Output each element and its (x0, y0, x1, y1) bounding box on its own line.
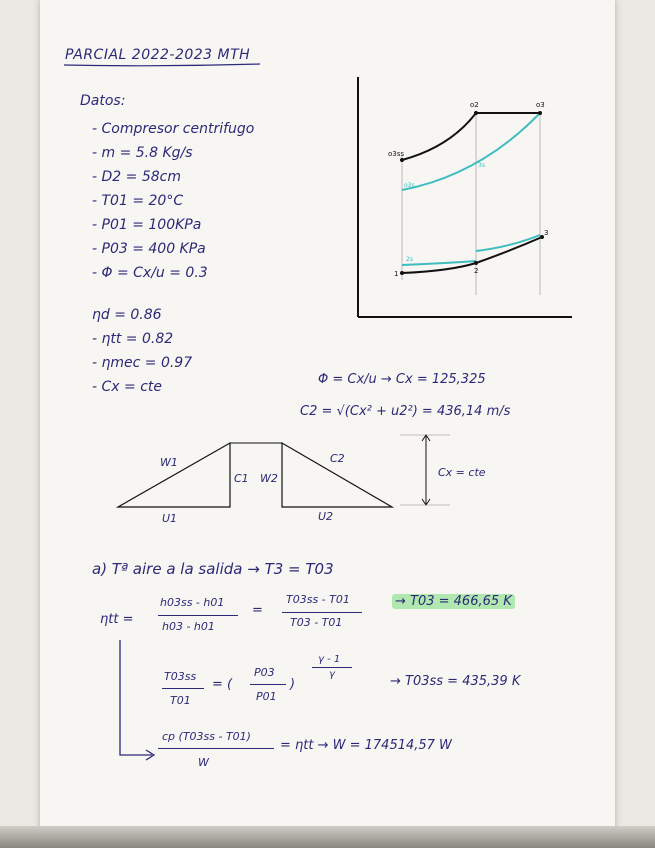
bracket-arrow (112, 640, 162, 765)
ratio-equals: = ( (212, 677, 233, 692)
s2-label: 2s (406, 256, 413, 263)
phi-formula: Φ = Cx/u → Cx = 125,325 (318, 372, 486, 387)
t03ss-result: → T03ss = 435,39 K (390, 674, 521, 689)
datos-item: - Cx = cte (92, 379, 162, 395)
p3-label: 3 (544, 229, 549, 237)
fraction-bar (158, 615, 238, 616)
hs-diagram (350, 75, 575, 325)
t03-highlight: → T03 = 466,65 K (392, 594, 515, 609)
t03-result (392, 594, 515, 609)
t-numerator: T03ss - T01 (286, 593, 350, 606)
w1-label: W1 (160, 456, 178, 469)
ratio-denominator: T01 (170, 694, 191, 707)
fraction-bar (162, 688, 204, 689)
t-denominator: T03 - T01 (290, 616, 343, 629)
desk-edge (0, 826, 655, 848)
o3-label: o3 (536, 101, 545, 109)
eta-lhs: ηtt = (100, 612, 134, 627)
eta-denominator: h03 - h01 (162, 620, 215, 633)
p2-label: 2 (474, 267, 479, 275)
datos-item: - P03 = 400 KPa (92, 241, 206, 257)
datos-item: - T01 = 20°C (92, 193, 184, 209)
p-numerator: P03 (254, 666, 275, 679)
eta-numerator: h03ss - h01 (160, 596, 225, 609)
datos-heading: Datos: (80, 93, 126, 109)
p1-label: 1 (394, 270, 399, 278)
part-a-heading: a) Tª aire a la salida → T3 = T03 (92, 560, 334, 578)
datos-item: - Compresor centrifugo (92, 121, 255, 137)
fraction-bar (282, 612, 362, 613)
w-numerator: cp (T03ss - T01) (162, 730, 251, 743)
o3ss-label: o3ss (388, 150, 405, 158)
w2-label: W2 (260, 472, 278, 485)
w-result: = ηtt → W = 174514,57 W (280, 738, 452, 753)
cx-label: Cx = cte (438, 466, 486, 479)
datos-item: - ηtt = 0.82 (92, 331, 174, 347)
s3-label: 3s (478, 162, 485, 169)
ratio-close: ) (290, 677, 296, 692)
o3s-label: o3s (404, 182, 415, 189)
datos-item: - ηmec = 0.97 (92, 355, 193, 371)
datos-item: - Φ = Cx/u = 0.3 (92, 265, 208, 281)
datos-item: - m = 5.8 Kg/s (92, 145, 193, 161)
datos-item: ηd = 0.86 (92, 307, 162, 323)
fraction-bar (250, 684, 286, 685)
o2-label: o2 (470, 101, 479, 109)
datos-list (92, 117, 254, 399)
page-title: PARCIAL 2022-2023 MTH (65, 47, 251, 63)
c2-formula: C2 = √(Cx² + u2²) = 436,14 m/s (300, 404, 511, 419)
fraction-bar (158, 748, 274, 749)
datos-item: - P01 = 100KPa (92, 217, 202, 233)
u1-label: U1 (162, 512, 178, 525)
exp-denominator: γ (329, 669, 335, 680)
datos-item: - D2 = 58cm (92, 169, 181, 185)
ratio-numerator: T03ss (164, 670, 197, 683)
fraction-bar (312, 667, 352, 668)
p-denominator: P01 (256, 690, 277, 703)
u2-label: U2 (318, 510, 334, 523)
c2-label: C2 (330, 452, 345, 465)
exp-numerator: γ - 1 (318, 654, 341, 665)
w-denominator: W (198, 756, 209, 769)
c1-label: C1 (234, 472, 249, 485)
title-underline (62, 62, 262, 68)
eta-equals: = (252, 603, 263, 618)
